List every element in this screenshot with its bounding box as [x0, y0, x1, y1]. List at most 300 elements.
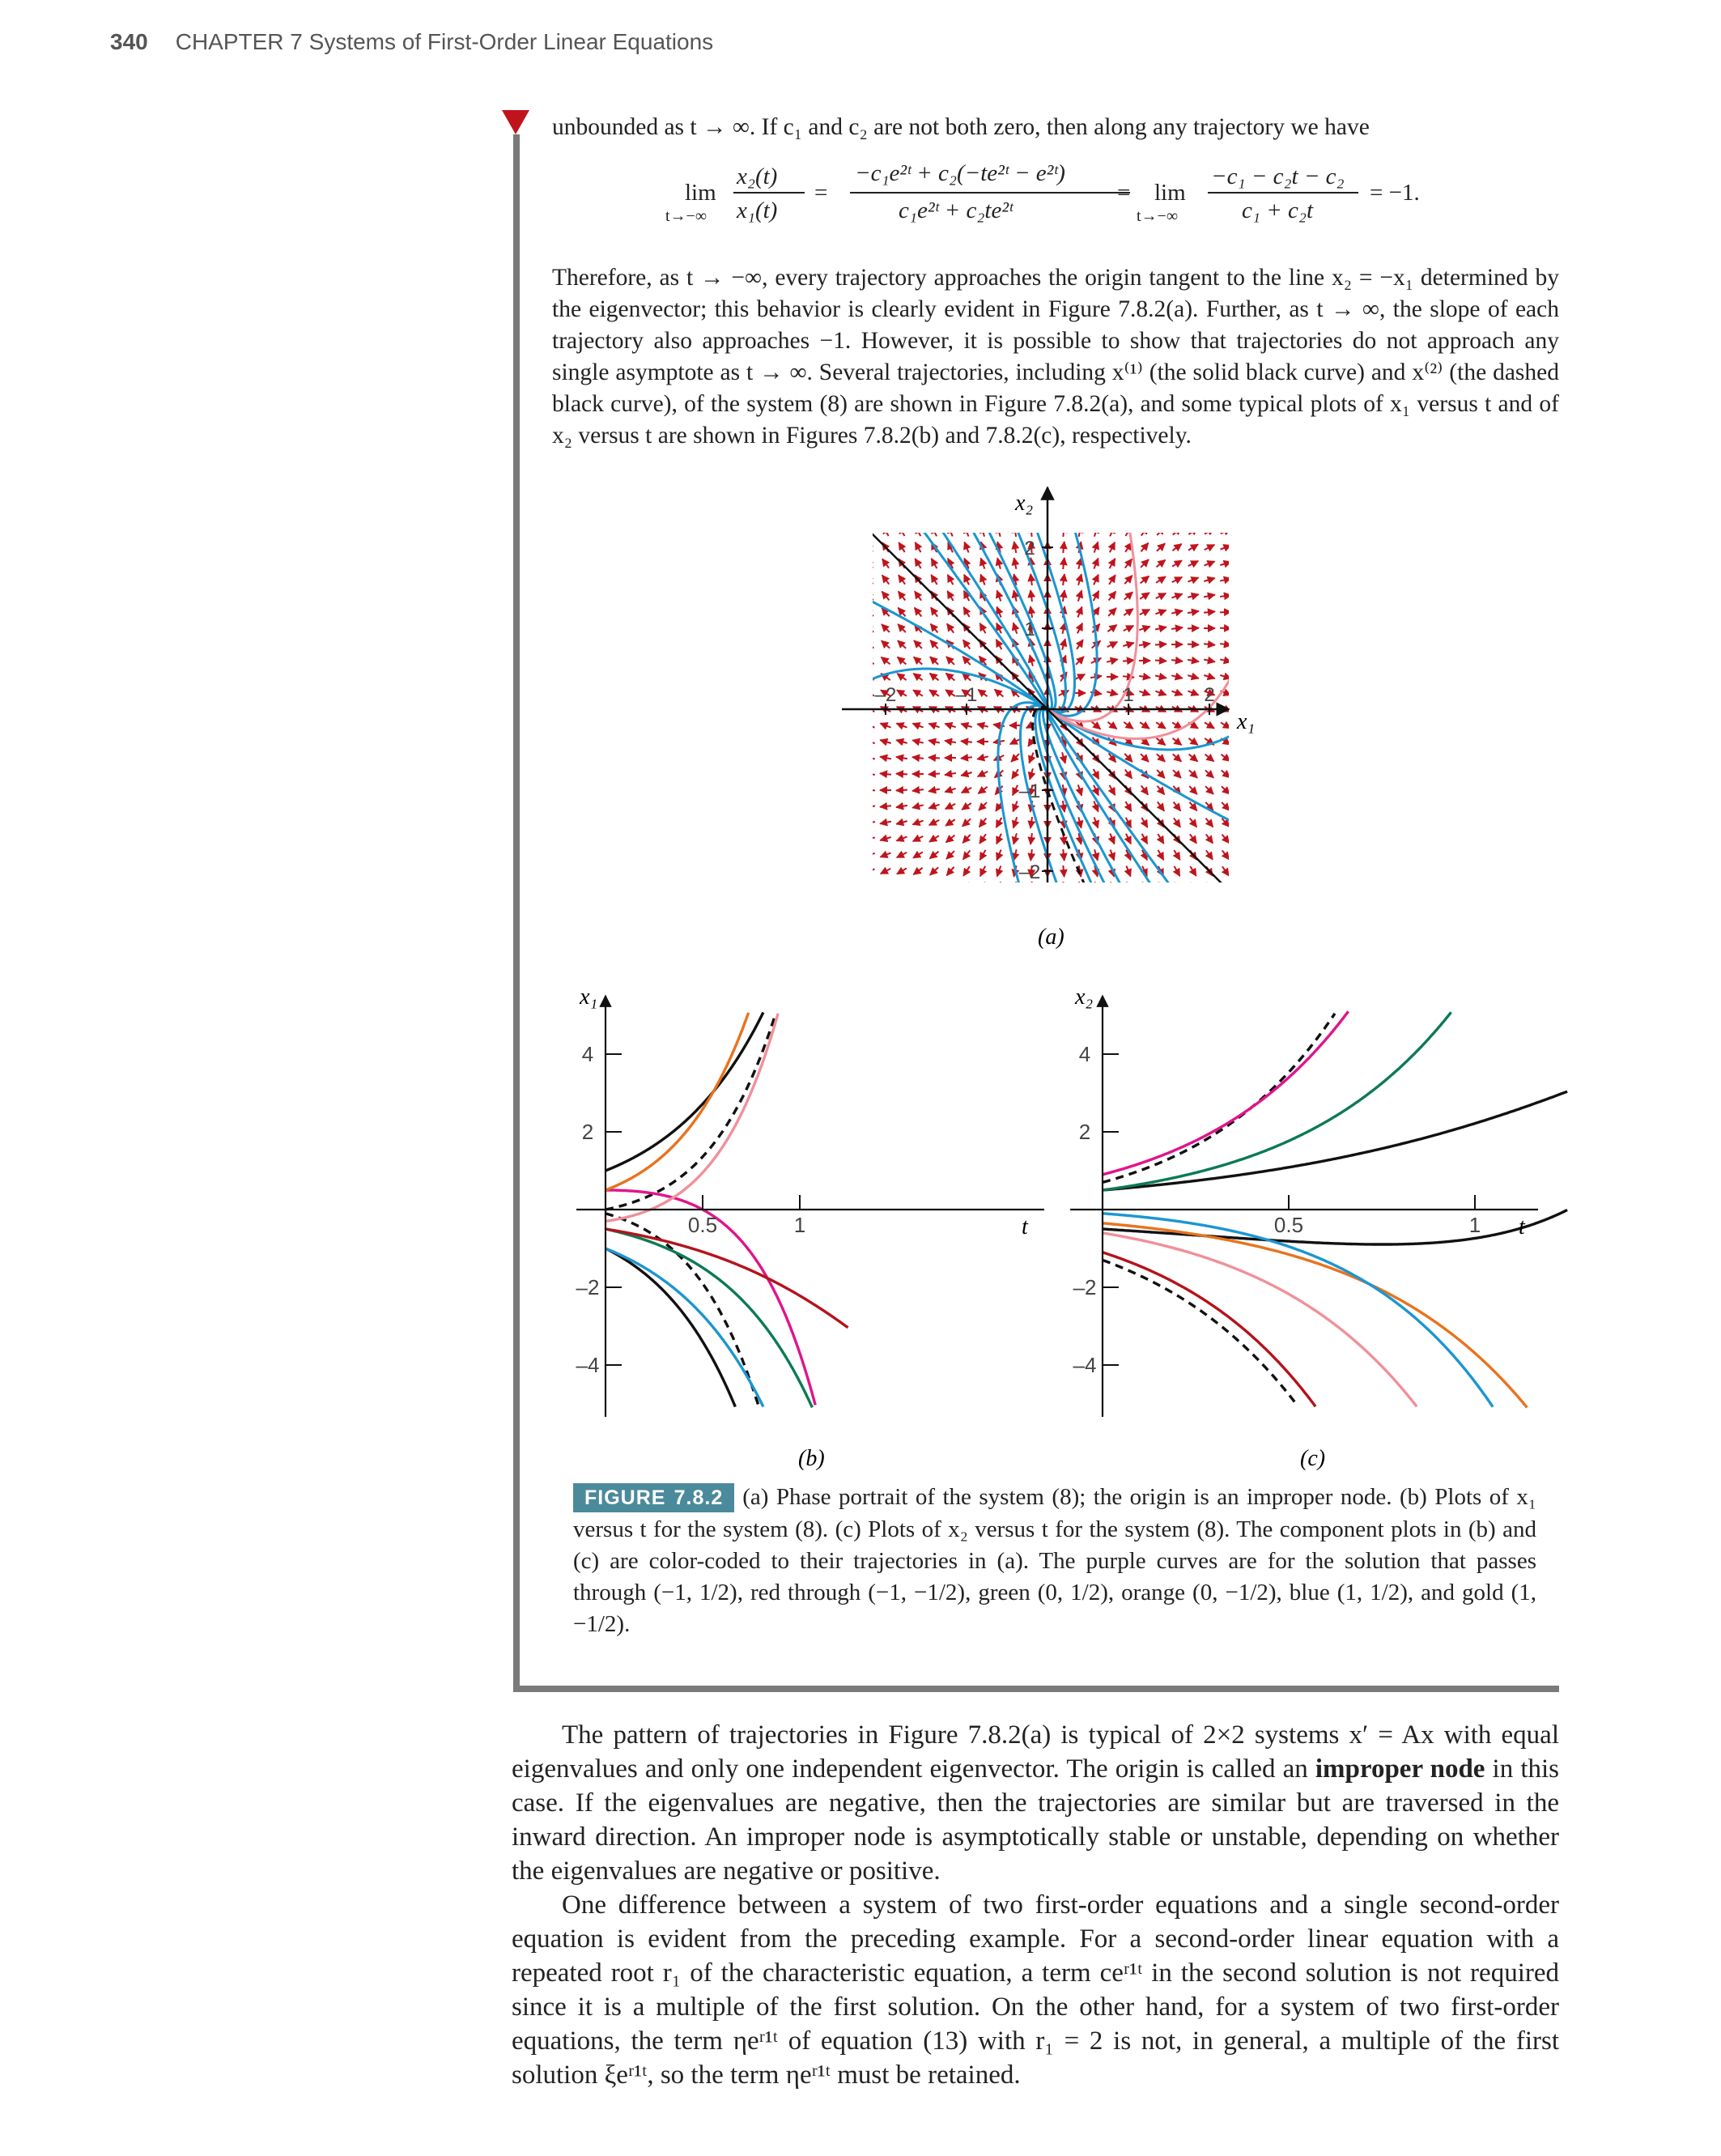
field-arrow — [1139, 644, 1150, 645]
field-arrow — [1221, 545, 1231, 549]
body-p2: One difference between a system of two first-order equations and a single second-order equation is evident from the preceding example. For a second-order linear equation with a repeated root r₁ of the characteristic equation, a term ceʳ¹ᵗ in the second solution is not required since it is a multiple of the first solution. On the other hand, for a system of two first-order equations, the term ηeʳ¹ᵗ of equation (13) with r₁ = 2 is not, in general, a multiple of the first solution ξeʳ¹ᵗ, so the term ηeʳ¹ᵗ must be retained. — [512, 1890, 1559, 2090]
field-arrow — [996, 640, 1002, 649]
field-arrow — [914, 657, 923, 664]
field-arrow — [1222, 786, 1230, 794]
t-tick: 1 — [1468, 1213, 1481, 1237]
blue-trajectory — [998, 703, 1047, 947]
field-arrow — [866, 542, 873, 551]
field-arrow — [945, 741, 956, 742]
caption-text: (a) Phase portrait of the system (8); the origin is an improper node. (b) Plots of x₁ versus t for the system (8). (c) Plots of x₂ versus t for the system (8). The component plots in (b) and (c) are color-coded to their trajectories in (a). The purple curves are for the solution that passes through (−1, 1/2), red through (−1, −1/2), green (0, 1/2), orange (0, −1/2), blue (1, 1/2), and gold (1, −1/2). — [573, 1484, 1536, 1637]
field-arrow — [1174, 818, 1180, 827]
field-arrow — [864, 790, 875, 791]
field-arrow — [948, 575, 954, 585]
field-arrow — [1221, 529, 1231, 534]
field-arrow — [1220, 562, 1230, 565]
field-arrow — [1140, 722, 1149, 729]
field-arrow — [1188, 594, 1198, 597]
field-arrow — [946, 867, 954, 876]
field-arrow — [1220, 612, 1231, 613]
field-arrow — [980, 882, 985, 893]
phase-portrait — [805, 467, 1290, 952]
field-arrow — [1110, 785, 1115, 795]
field-arrow — [1190, 818, 1197, 827]
field-arrow — [929, 820, 940, 825]
field-arrow — [930, 640, 938, 649]
field-arrow — [899, 575, 905, 584]
orange-curve — [1103, 1223, 1527, 1408]
field-arrow — [912, 757, 924, 759]
field-arrow — [897, 884, 906, 891]
field-arrow — [961, 724, 971, 727]
field-arrow — [1127, 882, 1131, 892]
x2-tick: 1 — [1024, 619, 1035, 640]
field-arrow — [896, 774, 907, 775]
field-arrow — [962, 803, 971, 810]
frac1-num: x₂(t) — [737, 164, 778, 189]
field-arrow — [1175, 866, 1180, 876]
frac3-den: c₁ + c₂t — [1242, 198, 1314, 223]
field-arrow — [897, 674, 906, 680]
intro-paragraph: unbounded as t → ∞. If c₁ and c₂ are not both zero, then along any trajectory we have — [552, 114, 1370, 140]
x2-tick: 2 — [1024, 538, 1035, 559]
field-arrow — [1204, 611, 1215, 612]
field-arrow — [1123, 676, 1134, 677]
field-arrow — [1155, 610, 1166, 614]
field-arrow — [1125, 769, 1132, 778]
field-arrow — [1188, 544, 1198, 550]
field-arrow — [996, 834, 1001, 844]
field-arrow — [932, 526, 937, 537]
field-arrow — [1139, 691, 1149, 695]
field-arrow — [864, 822, 875, 823]
field-arrow — [946, 851, 954, 859]
field-arrow — [865, 640, 874, 648]
field-arrow — [945, 773, 956, 775]
field-arrow — [897, 868, 907, 874]
field-arrow — [1013, 802, 1017, 812]
field-arrow — [1205, 561, 1215, 565]
field-arrow — [1078, 574, 1081, 585]
field-arrow — [996, 818, 1002, 827]
field-arrow — [1125, 802, 1131, 811]
field-arrow — [978, 690, 987, 696]
x1-vs-t-plot — [576, 984, 1044, 1471]
y-tick: 2 — [581, 1120, 594, 1144]
field-arrow — [1141, 754, 1149, 762]
field-arrow — [1156, 576, 1166, 583]
field-arrow — [882, 575, 890, 584]
field-arrow — [896, 740, 907, 743]
chapter-title: CHAPTER 7 Systems of First-Order Linear Equations — [175, 29, 714, 54]
field-arrow — [1141, 785, 1148, 794]
t-label-b: t — [1022, 1214, 1028, 1240]
field-arrow — [1126, 834, 1131, 844]
field-arrow — [1139, 676, 1150, 678]
field-arrow — [896, 790, 907, 791]
field-arrow — [865, 885, 875, 890]
field-arrow — [865, 690, 874, 695]
y-tick: 4 — [1078, 1042, 1091, 1066]
field-arrow — [929, 674, 938, 681]
field-arrow — [930, 867, 938, 875]
field-arrow — [1206, 882, 1212, 892]
field-arrow — [1030, 574, 1032, 585]
field-arrow — [1094, 769, 1099, 779]
field-arrow — [1158, 802, 1164, 810]
field-arrow — [896, 723, 907, 727]
field-arrow — [866, 526, 873, 536]
field-arrow — [865, 723, 875, 727]
field-arrow — [1204, 595, 1215, 597]
field-arrow — [1205, 770, 1213, 777]
field-arrow — [912, 821, 923, 825]
field-arrow — [882, 592, 890, 601]
field-arrow — [899, 526, 904, 536]
field-arrow — [1123, 660, 1134, 661]
field-arrow — [1013, 623, 1017, 633]
t-tick: 0.5 — [1273, 1213, 1304, 1237]
eq-2: = — [1117, 180, 1131, 206]
field-arrow — [864, 756, 875, 759]
field-arrow — [1077, 623, 1082, 634]
field-arrow — [881, 853, 891, 857]
field-arrow — [1063, 542, 1064, 553]
field-arrow — [915, 591, 921, 600]
field-arrow — [948, 526, 953, 537]
field-arrow — [880, 740, 890, 743]
field-arrow — [947, 882, 954, 891]
field-arrow — [896, 806, 907, 807]
field-arrow — [946, 836, 955, 843]
field-arrow — [928, 774, 940, 775]
field-arrow — [1205, 545, 1215, 550]
field-arrow — [1030, 525, 1031, 537]
x2-dashed-black — [606, 1014, 776, 1210]
field-arrow — [1189, 755, 1198, 762]
frac3-num: −c₁ − c₂t − c₂ — [1211, 164, 1345, 189]
x1-tick: 1 — [1123, 684, 1134, 706]
field-arrow — [930, 883, 938, 891]
field-arrow — [1141, 818, 1147, 827]
field-arrow — [1142, 834, 1148, 844]
field-arrow — [896, 836, 907, 840]
field-arrow — [1171, 610, 1183, 613]
field-arrow — [864, 837, 875, 840]
field-arrow — [915, 559, 920, 568]
orange-curve — [606, 1013, 749, 1190]
field-arrow — [1222, 770, 1230, 777]
field-arrow — [1220, 659, 1231, 661]
blue-trajectory — [1047, 471, 1097, 717]
field-arrow — [1222, 866, 1229, 875]
field-arrow — [1188, 528, 1197, 534]
gold-curve — [1103, 1233, 1417, 1407]
field-arrow — [928, 805, 939, 809]
field-arrow — [1220, 595, 1231, 597]
field-arrow — [978, 787, 987, 793]
field-arrow — [1012, 769, 1018, 779]
x1-label-b: x₁ — [580, 984, 598, 1010]
field-arrow — [1171, 594, 1182, 598]
field-arrow — [928, 741, 940, 743]
field-arrow — [1077, 607, 1081, 618]
field-arrow — [1141, 543, 1148, 552]
field-arrow — [1110, 559, 1115, 568]
field-arrow — [1013, 849, 1016, 861]
frac1-den: x₁(t) — [737, 198, 778, 223]
frac2-den: c₁e²ᵗ + c₂te²ᵗ — [899, 198, 1013, 223]
field-arrow — [1011, 754, 1019, 762]
field-arrow — [963, 850, 971, 859]
field-arrow — [1190, 834, 1196, 843]
x1-tick: –1 — [955, 684, 978, 706]
field-arrow — [1158, 850, 1164, 860]
lim-1: lim — [685, 180, 716, 206]
field-arrow — [1141, 576, 1149, 584]
x1-tick: 2 — [1204, 684, 1215, 706]
field-arrow — [963, 866, 970, 876]
field-arrow — [1030, 833, 1032, 844]
y-tick: –4 — [576, 1353, 600, 1377]
field-arrow — [1078, 785, 1081, 795]
field-arrow — [898, 640, 906, 649]
field-arrow — [977, 724, 988, 726]
field-arrow — [1190, 882, 1196, 892]
field-arrow — [996, 850, 1001, 861]
field-arrow — [1171, 660, 1183, 661]
field-arrow — [1204, 675, 1214, 678]
field-arrow — [1010, 739, 1021, 744]
field-arrow — [946, 657, 954, 665]
field-arrow — [1188, 611, 1199, 613]
sublabel-b: (b) — [798, 1446, 825, 1471]
field-arrow — [1078, 590, 1081, 601]
field-arrow — [1205, 786, 1213, 794]
field-arrow — [864, 773, 875, 775]
field-arrow — [897, 690, 907, 695]
field-arrow — [915, 608, 922, 617]
field-arrow — [1108, 608, 1116, 616]
field-arrow — [1158, 786, 1165, 795]
field-arrow — [899, 542, 904, 552]
figure-caption — [573, 1482, 1536, 1640]
field-arrow — [929, 690, 939, 696]
red-curve — [1103, 1252, 1315, 1407]
field-arrow — [1188, 561, 1199, 566]
field-arrow — [864, 853, 874, 857]
field-arrow — [1094, 559, 1098, 569]
field-arrow — [1107, 625, 1116, 631]
field-arrow — [1171, 627, 1183, 629]
field-arrow — [912, 805, 924, 807]
x2-dashed-black — [1103, 1014, 1335, 1183]
field-arrow — [1188, 675, 1198, 678]
field-arrow — [1124, 626, 1134, 631]
field-arrow — [1077, 640, 1083, 649]
field-arrow — [1175, 882, 1180, 892]
field-arrow — [865, 592, 873, 601]
field-arrow — [1206, 850, 1213, 859]
field-arrow — [1111, 849, 1115, 860]
field-arrow — [931, 575, 937, 585]
field-arrow — [1014, 558, 1017, 569]
field-arrow — [1124, 722, 1132, 729]
field-arrow — [1124, 609, 1132, 615]
field-arrow — [1107, 722, 1116, 729]
field-arrow — [1107, 659, 1118, 661]
field-arrow — [946, 674, 955, 681]
field-arrow — [864, 806, 875, 807]
field-arrow — [1124, 592, 1132, 599]
field-arrow — [1030, 882, 1031, 893]
field-arrow — [964, 575, 969, 585]
field-arrow — [1157, 754, 1165, 762]
field-arrow — [945, 819, 955, 826]
field-arrow — [1076, 657, 1084, 665]
frac2-num: −c₁e²ᵗ + c₂(−te²ᵗ − e²ᵗ) — [855, 160, 1065, 186]
field-arrow — [1188, 577, 1198, 581]
field-arrow — [913, 836, 924, 841]
field-arrow — [1173, 770, 1181, 778]
field-arrow — [881, 723, 891, 727]
field-arrow — [1078, 558, 1081, 569]
field-arrow — [866, 559, 873, 568]
field-arrow — [1141, 526, 1148, 535]
field-arrow — [962, 788, 972, 793]
field-arrow — [1075, 674, 1086, 679]
y-tick: 2 — [1078, 1120, 1091, 1144]
field-arrow — [932, 559, 937, 568]
field-arrow — [1189, 786, 1197, 794]
x1-tick: –2 — [874, 684, 897, 706]
y-tick: 4 — [581, 1042, 594, 1066]
field-arrow — [1092, 722, 1101, 729]
field-arrow — [1063, 882, 1064, 893]
field-arrow — [947, 591, 953, 601]
field-arrow — [1063, 801, 1064, 812]
field-arrow — [964, 542, 968, 553]
field-arrow — [1094, 575, 1098, 585]
field-arrow — [1173, 754, 1182, 761]
field-arrow — [945, 724, 955, 727]
field-arrow — [1156, 560, 1165, 568]
t-label-c: t — [1519, 1214, 1525, 1240]
field-arrow — [1222, 882, 1229, 892]
field-arrow — [898, 624, 906, 632]
field-arrow — [1173, 527, 1182, 534]
lim-2-sub: t→−∞ — [1137, 207, 1179, 225]
field-arrow — [979, 802, 987, 810]
field-arrow — [929, 836, 939, 842]
field-arrow — [916, 526, 921, 536]
field-arrow — [947, 623, 954, 632]
paragraph-2: Therefore, as t → −∞, every trajectory approaches the origin tangent to the line x₂ = −x₁ determined by the eigenvector; this behavior is clearly evident in Figure 7.8.2(a). Further, as t → ∞, the slope of each trajectory also approaches −1. However, it is possible to show that trajectories do not approach any single asymptote as t → ∞. Several trajectories, including x⁽¹⁾ (the solid black curve) and x⁽²⁾ (the dashed black curve), of the system (8) are shown in Figure 7.8.2(a), and some typical plots of x₁ versus t and of x₂ versus t are shown in Figures 7.8.2(b) and 7.8.2(c), respectively. — [552, 265, 1559, 449]
field-arrow — [1030, 849, 1032, 861]
field-arrow — [1156, 722, 1166, 729]
field-arrow — [1188, 628, 1199, 629]
field-arrow — [1062, 639, 1065, 649]
field-arrow — [1171, 675, 1183, 678]
x2-label-c: x₂ — [1075, 984, 1094, 1010]
field-arrow — [1189, 770, 1197, 778]
field-arrow — [1220, 675, 1230, 678]
field-arrow — [882, 624, 890, 632]
gold-trajectory — [1047, 474, 1265, 739]
field-arrow — [914, 640, 922, 649]
field-arrow — [913, 690, 923, 695]
field-arrow — [865, 657, 873, 665]
x2-axis-label: x₂ — [1015, 491, 1034, 516]
field-arrow — [912, 724, 923, 728]
field-arrow — [945, 690, 955, 696]
field-arrow — [914, 883, 923, 891]
field-arrow — [995, 690, 1004, 697]
field-arrow — [961, 741, 972, 742]
field-arrow — [1157, 770, 1165, 778]
eq-result: = −1. — [1370, 180, 1420, 206]
field-arrow — [930, 657, 938, 665]
page-number: 340 — [110, 29, 148, 54]
field-arrow — [1030, 817, 1032, 828]
field-arrow — [1155, 627, 1166, 630]
x1-solid-black — [1103, 1091, 1567, 1190]
field-arrow — [1013, 590, 1016, 602]
field-arrow — [1172, 544, 1181, 551]
field-arrow — [1172, 738, 1181, 745]
field-arrow — [1030, 768, 1033, 779]
field-arrow — [980, 866, 985, 877]
field-arrow — [1222, 802, 1230, 810]
field-arrow — [979, 819, 987, 827]
field-arrow — [1140, 593, 1149, 599]
body-p1-a: The pattern of trajectories in Figure 7.8.2(a) is typical of 2×2 systems x′ = Ax with equal eigenvalues and only one independent eigenvector. The origin is called an — [512, 1720, 1559, 1784]
field-arrow — [916, 542, 921, 552]
field-arrow — [1030, 655, 1033, 666]
body-paragraph-1 — [512, 1718, 1559, 1888]
field-arrow — [1014, 525, 1016, 537]
field-arrow — [1109, 592, 1116, 601]
field-arrow — [1220, 578, 1231, 580]
field-arrow — [1126, 866, 1130, 877]
field-arrow — [1094, 817, 1098, 827]
field-arrow — [1030, 590, 1032, 602]
field-arrow — [1094, 882, 1097, 893]
lim-2: lim — [1154, 180, 1186, 206]
sublabel-c: (c) — [1300, 1446, 1326, 1471]
field-arrow — [1125, 559, 1132, 568]
body-paragraph-2 — [512, 1888, 1559, 2092]
field-arrow — [1059, 691, 1069, 695]
field-arrow — [965, 525, 969, 536]
field-arrow — [1222, 850, 1229, 859]
field-arrow — [1222, 835, 1230, 844]
y-tick: –2 — [1073, 1275, 1097, 1299]
field-arrow — [1107, 642, 1118, 647]
field-arrow — [961, 757, 972, 758]
field-arrow — [945, 804, 956, 809]
field-arrow — [997, 865, 1001, 876]
field-arrow — [1174, 802, 1181, 811]
field-arrow — [997, 882, 1001, 892]
field-arrow — [1156, 593, 1166, 598]
field-arrow — [898, 657, 907, 665]
field-arrow — [880, 822, 891, 824]
field-arrow — [1172, 577, 1183, 582]
field-arrow — [961, 772, 971, 776]
field-arrow — [896, 757, 907, 759]
neg-solid-black — [606, 1248, 735, 1407]
field-arrow — [882, 640, 890, 648]
